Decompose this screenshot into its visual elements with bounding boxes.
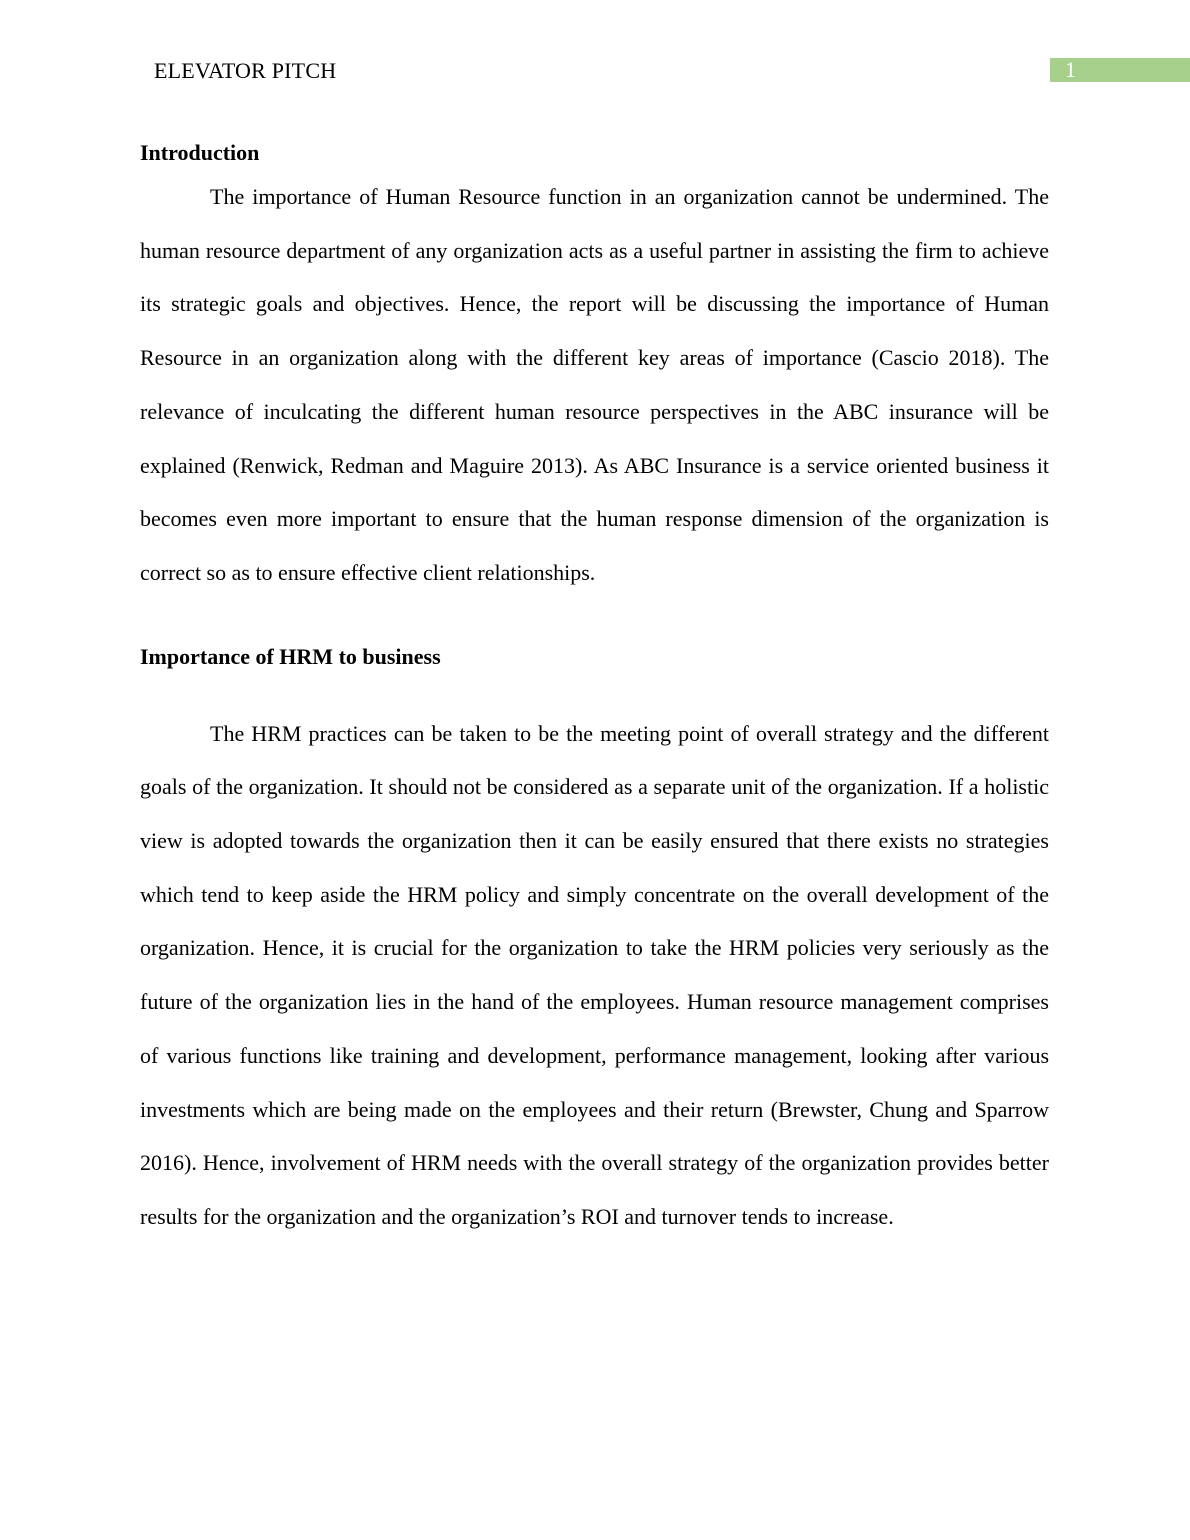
section-heading-importance-of-hrm: Importance of HRM to business — [140, 643, 441, 669]
paragraph-importance-of-hrm: The HRM practices can be taken to be the meeting point of overall strategy and the different goals of the organization. It should not be considered as a separate unit of the organization. If a holistic view is adopted towards the organization then it can be easily ensured that there exists no strategies which tend to keep aside the HRM policy and simply concentrate on the overall development of the organization. Hence, it is crucial for the organization to take the HRM policies very seriously as the future of the organization lies in the hand of the employees. Human resource management comprises of various functions like training and development, performance management, looking after various investments which are being made on the employees and their return (Brewster, Chung and Sparrow 2016). Hence, involvement of HRM needs with the overall strategy of the organization provides better results for the organization and the organization’s ROI and turnover tends to increase. — [140, 720, 1049, 1229]
page-number-bar — [1050, 58, 1190, 82]
document-body — [140, 136, 1049, 1244]
section-heading-introduction: Introduction — [140, 140, 260, 165]
running-head: ELEVATOR PITCH — [154, 58, 337, 83]
page-number: 1 — [1065, 57, 1076, 82]
paragraph-introduction: The importance of Human Resource function in an organization cannot be undermined. The human resource department of any organization acts as a useful partner in assisting the firm to achieve its strategic goals and objectives. Hence, the report will be discussing the importance of Human Resource in an organization along with the different key areas of importance (Cascio 2018). The relevance of inculcating the different human resource perspectives in the ABC insurance will be explained (Renwick, Redman and Maguire 2013). As ABC Insurance is a service oriented business it becomes even more important to ensure that the human response dimension of the organization is correct so as to ensure effective client relationships. — [140, 184, 1049, 585]
